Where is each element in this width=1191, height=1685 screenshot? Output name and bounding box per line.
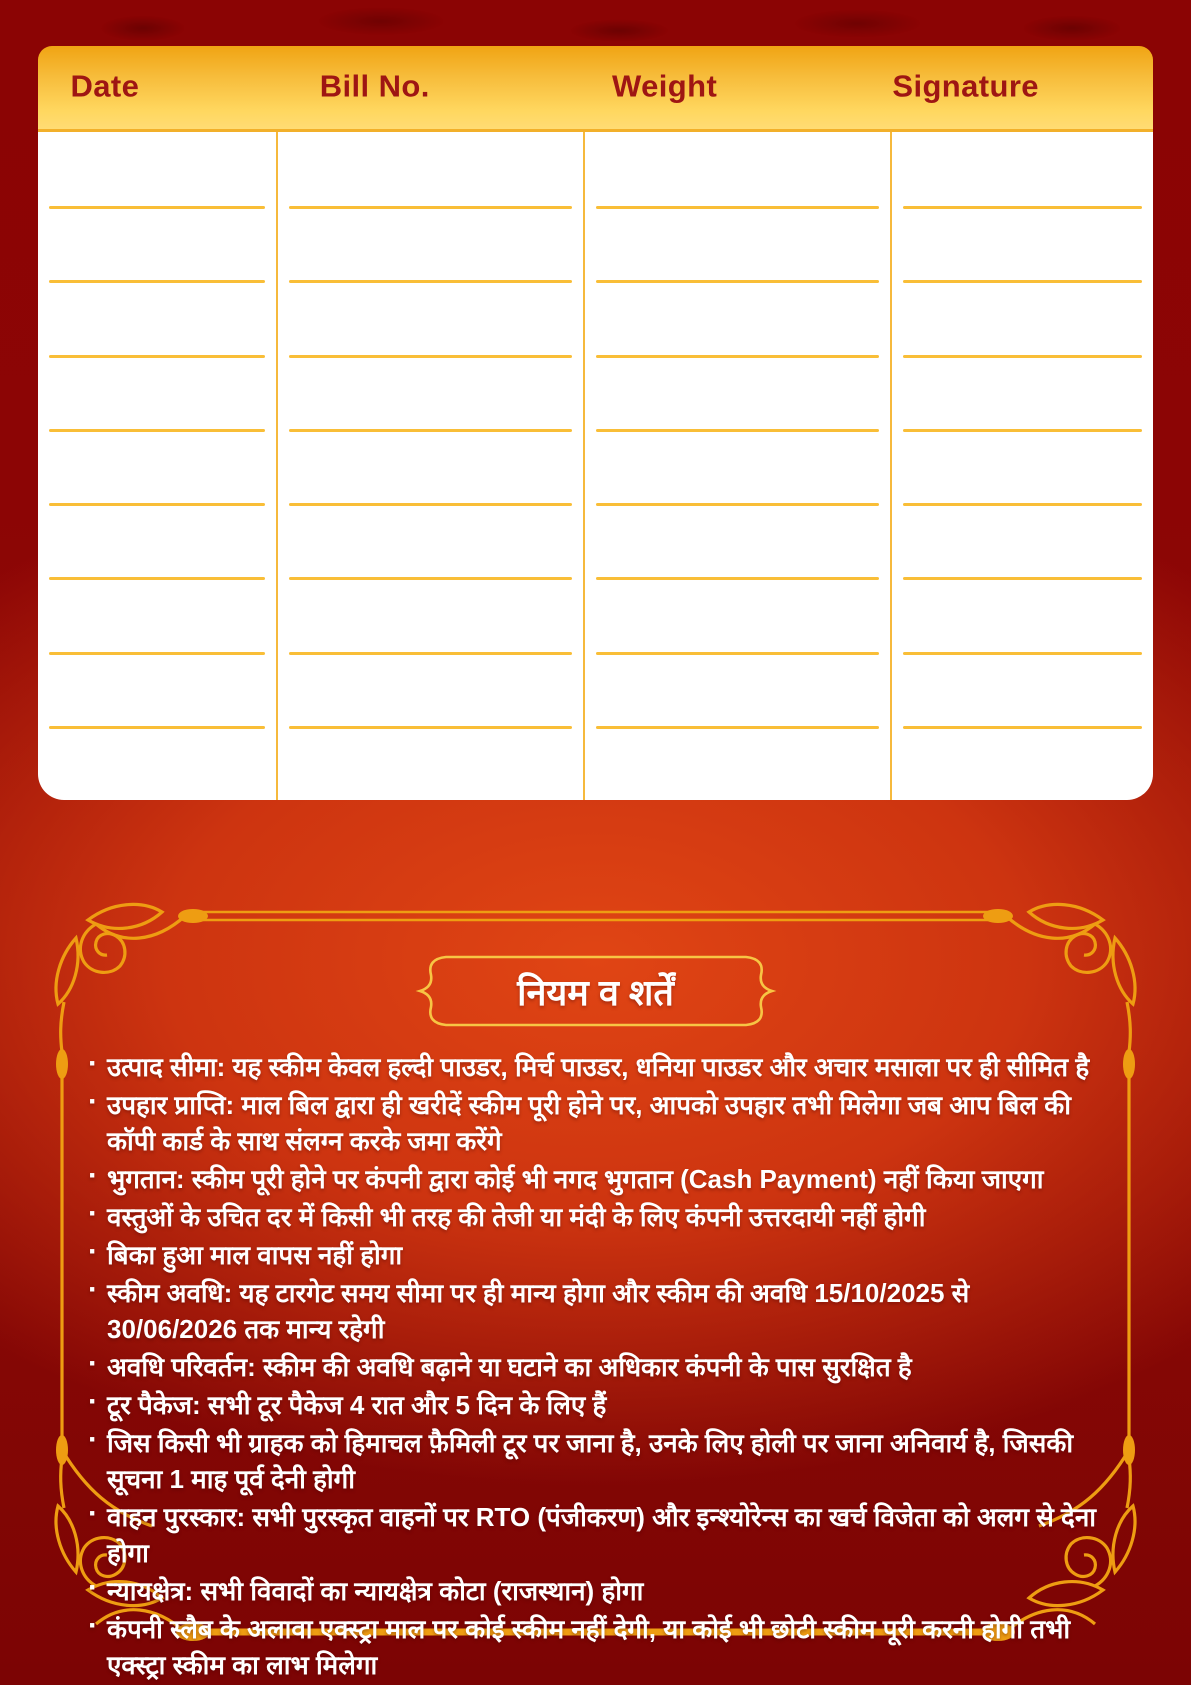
table-column bbox=[583, 132, 890, 800]
row-line bbox=[596, 280, 879, 283]
frame-leaf-node bbox=[178, 909, 208, 923]
row-line bbox=[289, 577, 572, 580]
terms-item: · टूर पैकेज: सभी टूर पैकेज 4 रात और 5 दिन के लिए हैं bbox=[86, 1387, 1104, 1423]
terms-item: · वाहन पुरस्कार: सभी पुरस्कृत वाहनों पर RTO (पंजीकरण) और इन्श्योरेन्स का खर्च विजेता को अलग से देना होगा bbox=[86, 1499, 1104, 1571]
table-header bbox=[38, 46, 1153, 132]
row-line bbox=[49, 280, 265, 283]
row-line bbox=[596, 503, 879, 506]
terms-item: · स्कीम अवधि: यह टारगेट समय सीमा पर ही मान्य होगा और स्कीम की अवधि 15/10/2025 से 30/06/2026 तक मान्य रहेगी bbox=[86, 1275, 1104, 1347]
row-line bbox=[903, 429, 1142, 432]
terms-item: · उपहार प्राप्ति: माल बिल द्वारा ही खरीदें स्कीम पूरी होने पर, आपको उपहार तभी मिलेगा जब आप बिल की कॉपी कार्ड के साथ संलग्न करके जमा करेंगे bbox=[86, 1087, 1104, 1159]
column-header-signature: Signature bbox=[892, 68, 1039, 104]
terms-item: · जिस किसी भी ग्राहक को हिमाचल फ़ैमिली टूर पर जाना है, उनके लिए होली पर जाना अनिवार्य है, जिसकी सूचना 1 माह पूर्व देनी होगी bbox=[86, 1425, 1104, 1497]
row-line bbox=[596, 652, 879, 655]
row-line bbox=[49, 577, 265, 580]
table-column bbox=[890, 132, 1153, 800]
table-body bbox=[38, 132, 1153, 800]
terms-title-banner bbox=[410, 951, 782, 1031]
terms-item: · बिका हुआ माल वापस नहीं होगा bbox=[86, 1237, 1104, 1273]
row-line bbox=[596, 206, 879, 209]
row-line bbox=[903, 652, 1142, 655]
row-line bbox=[596, 355, 879, 358]
row-line bbox=[49, 206, 265, 209]
terms-item: · अवधि परिवर्तन: स्कीम की अवधि बढ़ाने या घटाने का अधिकार कंपनी के पास सुरक्षित है bbox=[86, 1349, 1104, 1385]
row-line bbox=[49, 429, 265, 432]
row-line bbox=[903, 280, 1142, 283]
row-line bbox=[596, 429, 879, 432]
row-line bbox=[289, 206, 572, 209]
row-line bbox=[289, 503, 572, 506]
terms-item: · न्यायक्षेत्र: सभी विवादों का न्यायक्षेत्र कोटा (राजस्थान) होगा bbox=[86, 1573, 1104, 1609]
row-line bbox=[596, 577, 879, 580]
terms-title: नियम व शर्तें bbox=[517, 971, 674, 1013]
row-line bbox=[289, 652, 572, 655]
record-table bbox=[38, 46, 1153, 800]
row-line bbox=[49, 355, 265, 358]
terms-list bbox=[86, 1049, 1104, 1685]
row-line bbox=[903, 577, 1142, 580]
top-maroon-band bbox=[0, 0, 1191, 47]
table-column bbox=[38, 132, 276, 800]
row-line bbox=[49, 652, 265, 655]
frame-leaf-node bbox=[983, 909, 1013, 923]
column-header-date: Date bbox=[70, 68, 140, 104]
row-line bbox=[289, 726, 572, 729]
table-column bbox=[276, 132, 583, 800]
terms-item: · उत्पाद सीमा: यह स्कीम केवल हल्दी पाउडर, मिर्च पाउडर, धनिया पाउडर और अचार मसाला पर ही सीमित है bbox=[86, 1049, 1104, 1085]
row-line bbox=[49, 503, 265, 506]
row-line bbox=[289, 429, 572, 432]
row-line bbox=[903, 206, 1142, 209]
row-line bbox=[903, 726, 1142, 729]
column-header-weight: Weight bbox=[612, 68, 718, 104]
row-line bbox=[903, 355, 1142, 358]
terms-item: · वस्तुओं के उचित दर में किसी भी तरह की तेजी या मंदी के लिए कंपनी उत्तरदायी नहीं होगी bbox=[86, 1199, 1104, 1235]
row-line bbox=[903, 503, 1142, 506]
row-line bbox=[289, 280, 572, 283]
terms-item: · भुगतान: स्कीम पूरी होने पर कंपनी द्वारा कोई भी नगद भुगतान (Cash Payment) नहीं किया जाएगा bbox=[86, 1161, 1104, 1197]
column-header-bill-no-: Bill No. bbox=[319, 68, 430, 104]
row-line bbox=[49, 726, 265, 729]
terms-item: · कंपनी स्लैब के अलावा एक्स्ट्रा माल पर कोई स्कीम नहीं देगी, या कोई भी छोटी स्कीम पूरी करनी होगी तभी एक्स्ट्रा स्कीम का लाभ मिलेगा bbox=[86, 1611, 1104, 1683]
row-line bbox=[596, 726, 879, 729]
row-line bbox=[289, 355, 572, 358]
